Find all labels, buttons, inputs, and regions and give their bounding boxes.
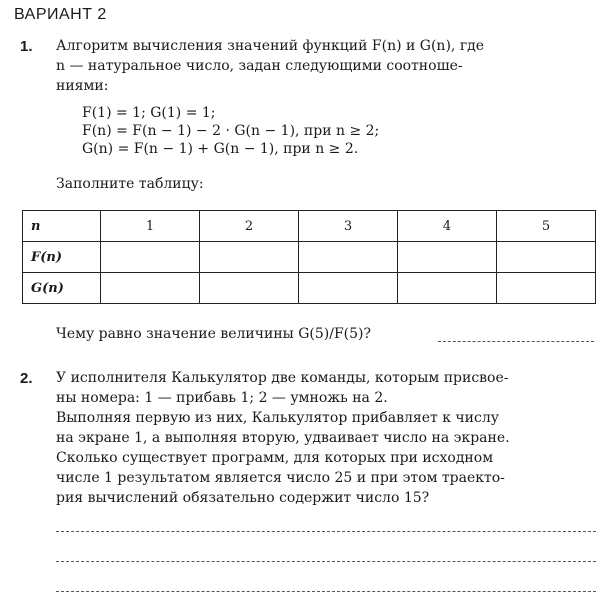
question-1-ratio: Чему равно значение величины G(5)/F(5)?	[56, 326, 372, 342]
question-1-line: Алгоритм вычисления значений функций F(n) и G(n), где	[56, 38, 485, 54]
table-header-cell: 2	[200, 211, 299, 242]
question-1-number: 1.	[20, 38, 33, 55]
table-header-cell: n	[23, 211, 101, 242]
answer-cell[interactable]	[299, 273, 398, 304]
question-1-line: ниями:	[56, 78, 109, 94]
answer-cell[interactable]	[101, 242, 200, 273]
variant-title: ВАРИАНТ 2	[14, 6, 107, 23]
question-2-line: У исполнителя Калькулятор две команды, которым присвое-	[56, 370, 509, 386]
question-2-number: 2.	[20, 370, 33, 387]
formula-line: F(n) = F(n − 1) − 2 · G(n − 1), при n ≥ 2;	[82, 123, 380, 139]
table-row-label: F(n)	[23, 242, 101, 273]
formula-line: G(n) = F(n − 1) + G(n − 1), при n ≥ 2.	[82, 141, 359, 157]
answer-cell[interactable]	[398, 242, 497, 273]
question-2-line: на экране 1, а выполняя вторую, удваивает число на экране.	[56, 430, 510, 446]
answer-line[interactable]	[56, 531, 596, 532]
table-row	[23, 242, 596, 273]
answer-cell[interactable]	[101, 273, 200, 304]
answer-line[interactable]	[56, 591, 596, 592]
answer-cell[interactable]	[200, 242, 299, 273]
answer-cell[interactable]	[398, 273, 497, 304]
question-2-line: Сколько существует программ, для которых при исходном	[56, 450, 494, 466]
fill-table-prompt: Заполните таблицу:	[56, 176, 204, 192]
question-2-text	[56, 368, 596, 508]
answer-cell[interactable]	[299, 242, 398, 273]
table-header-cell: 4	[398, 211, 497, 242]
answer-line[interactable]	[438, 341, 594, 342]
question-1-line: n — натуральное число, задан следующими соотноше-	[56, 58, 463, 74]
table-row-label: G(n)	[23, 273, 101, 304]
question-2-line: Выполняя первую из них, Калькулятор прибавляет к числу	[56, 410, 499, 426]
question-1-text	[56, 36, 596, 96]
table-header-cell: 5	[497, 211, 596, 242]
table-header-cell: 3	[299, 211, 398, 242]
table-header-cell: 1	[101, 211, 200, 242]
table-row	[23, 273, 596, 304]
answer-line[interactable]	[56, 561, 596, 562]
question-2-line: числе 1 результатом является число 25 и при этом траекто-	[56, 470, 505, 486]
answer-cell[interactable]	[497, 273, 596, 304]
table-header-row	[23, 211, 596, 242]
question-2-line: рия вычислений обязательно содержит число 15?	[56, 490, 430, 506]
question-2-line: ны номера: 1 — прибавь 1; 2 — умножь на 2.	[56, 390, 388, 406]
values-table	[22, 210, 596, 304]
formula-line: F(1) = 1; G(1) = 1;	[82, 105, 216, 121]
answer-cell[interactable]	[497, 242, 596, 273]
answer-cell[interactable]	[200, 273, 299, 304]
recurrence-formulas	[82, 104, 379, 158]
